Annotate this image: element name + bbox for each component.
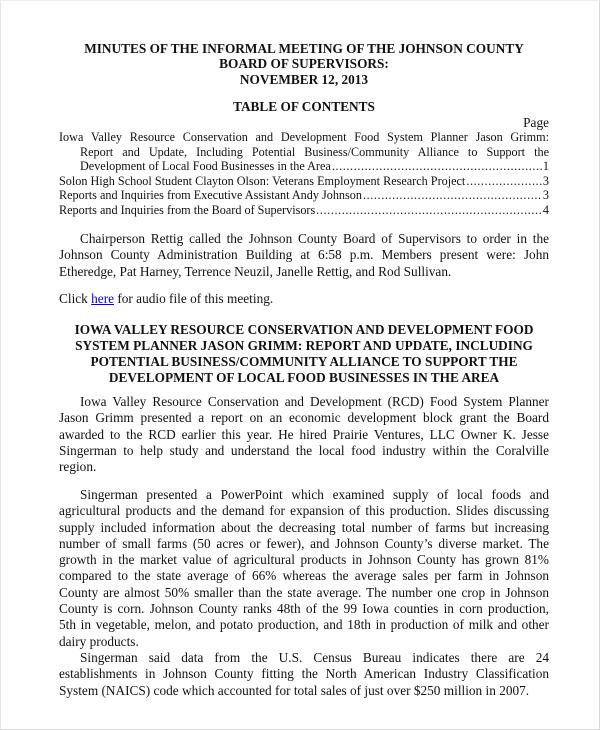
- toc-entry-text: Development of Local Food Businesses in the Area: [80, 159, 331, 174]
- audio-file-link[interactable]: here: [91, 291, 115, 306]
- toc-heading: TABLE OF CONTENTS: [233, 99, 375, 114]
- paragraph-line: County are almost 50% smaller than the state average. The number one crop in Johnson: [59, 584, 549, 600]
- toc-entry-leader-row: [59, 159, 549, 174]
- paragraph-line: System (NAICS) code which accounted for total sales of just over $250 million in 2007.: [59, 682, 530, 698]
- toc-entry-text: Iowa Valley Resource Conservation and Development Food System Planner Jason Grimm:: [59, 130, 549, 144]
- title-line: NOVEMBER 12, 2013: [239, 71, 369, 87]
- paragraph-line: growth in the market value of agricultural products in Johnson County has grown 81%: [59, 552, 549, 568]
- paragraph-line: Singerman said data from the U.S. Census Bureau indicates there are 24: [80, 650, 549, 665]
- paragraph-powerpoint: [59, 487, 549, 650]
- toc-leader-dots: [316, 203, 542, 218]
- paragraph-line: region.: [59, 459, 97, 475]
- toc-leader-dots: [466, 174, 542, 189]
- title-line: BOARD OF SUPERVISORS:: [219, 56, 389, 72]
- paragraph-rcd-report: [59, 394, 549, 475]
- paragraph-line: number of small farms (50 acres or fewer), and Johnson County’s diverse market. The: [59, 535, 549, 551]
- paragraph-line: compared to the state average of 66% whereas the average sales per farm in Johnson: [59, 568, 549, 584]
- toc-entry-leader-row: [59, 203, 549, 218]
- toc-page-label: Page: [523, 115, 549, 130]
- audio-suffix: for audio file of this meeting.: [114, 291, 274, 306]
- table-of-contents: [59, 130, 549, 218]
- paragraph-census: [59, 650, 549, 699]
- paragraph-line: Chairperson Rettig called the Johnson County Board of Supervisors to order in the: [80, 231, 549, 246]
- paragraph-line: Johnson County Administration Building at 6:58 p.m. Members present were: John: [59, 247, 549, 263]
- audio-line: [59, 291, 549, 307]
- toc-entry-leader-row: [59, 174, 549, 189]
- paragraph-line: Etheredge, Pat Harney, Terrence Neuzil, Janelle Rettig, and Rod Sullivan.: [59, 263, 452, 279]
- toc-entry[interactable]: [59, 174, 549, 189]
- paragraph-line: Iowa Valley Resource Conservation and Development (RCD) Food System Planner: [80, 394, 549, 409]
- paragraph-line: County is corn. Johnson County ranks 48th of the 99 Iowa counties in corn production,: [59, 601, 549, 617]
- toc-entry-text: Report and Update, Including Potential Business/Community Alliance to Support the: [80, 144, 549, 159]
- paragraph-line: establishments in Johnson County fitting the North American Industry Classification: [59, 666, 549, 682]
- toc-page-number: 3: [542, 188, 549, 203]
- toc-entry[interactable]: [59, 130, 549, 174]
- audio-prefix: Click: [59, 291, 92, 306]
- paragraph-line: awarded to the RCD earlier this year. He hired Prairie Ventures, LLC Owner K. Jesse: [59, 426, 549, 442]
- paragraph-line: agricultural products and the demand for expansion of this production. Slides discussing: [59, 503, 549, 519]
- paragraph-line: Jason Grimm presented a report on an economic development block grant the Board: [59, 410, 549, 426]
- toc-entry-text: Reports and Inquiries from Executive Assistant Andy Johnson: [59, 188, 362, 203]
- toc-page-number: 3: [542, 173, 549, 188]
- paragraph-line: Singerman presented a PowerPoint which examined supply of local foods and: [80, 487, 549, 502]
- section-heading: [59, 322, 549, 386]
- toc-leader-dots: [332, 159, 542, 174]
- section-heading-line: POTENTIAL BUSINESS/COMMUNITY ALLIANCE TO SUPPORT THE: [90, 354, 518, 369]
- paragraph-line: Singerman to help study and understand the local food industry within the Coralville: [59, 442, 549, 458]
- section-heading-line: SYSTEM PLANNER JASON GRIMM: REPORT AND UPDATE, INCLUDING: [75, 338, 533, 353]
- document-title: [59, 41, 549, 87]
- toc-entry-leader-row: [59, 188, 549, 203]
- toc-page-number: 1: [542, 159, 549, 174]
- paragraph-line: dairy products.: [59, 633, 139, 649]
- toc-entry-text: Reports and Inquiries from the Board of Supervisors: [59, 202, 316, 217]
- toc-page-number: 4: [542, 202, 549, 217]
- title-line: MINUTES OF THE INFORMAL MEETING OF THE JOHNSON COUNTY: [84, 41, 524, 56]
- audio-line-text: [59, 291, 549, 307]
- section-heading-line: DEVELOPMENT OF LOCAL FOOD BUSINESSES IN THE AREA: [108, 370, 500, 385]
- section-heading-line: IOWA VALLEY RESOURCE CONSERVATION AND DEVELOPMENT FOOD: [74, 322, 534, 337]
- toc-entry-text: Solon High School Student Clayton Olson: Veterans Employment Research Project: [59, 173, 466, 188]
- paragraph-line: 5th in vegetable, melon, and potato production, and 18th in production of milk and other: [59, 617, 549, 633]
- toc-leader-dots: [363, 188, 542, 203]
- opening-paragraph: [59, 231, 549, 280]
- toc-entry[interactable]: [59, 188, 549, 203]
- paragraph-line: supply included information about the decreasing total number of farms but increasing: [59, 519, 549, 535]
- toc-entry[interactable]: [59, 203, 549, 218]
